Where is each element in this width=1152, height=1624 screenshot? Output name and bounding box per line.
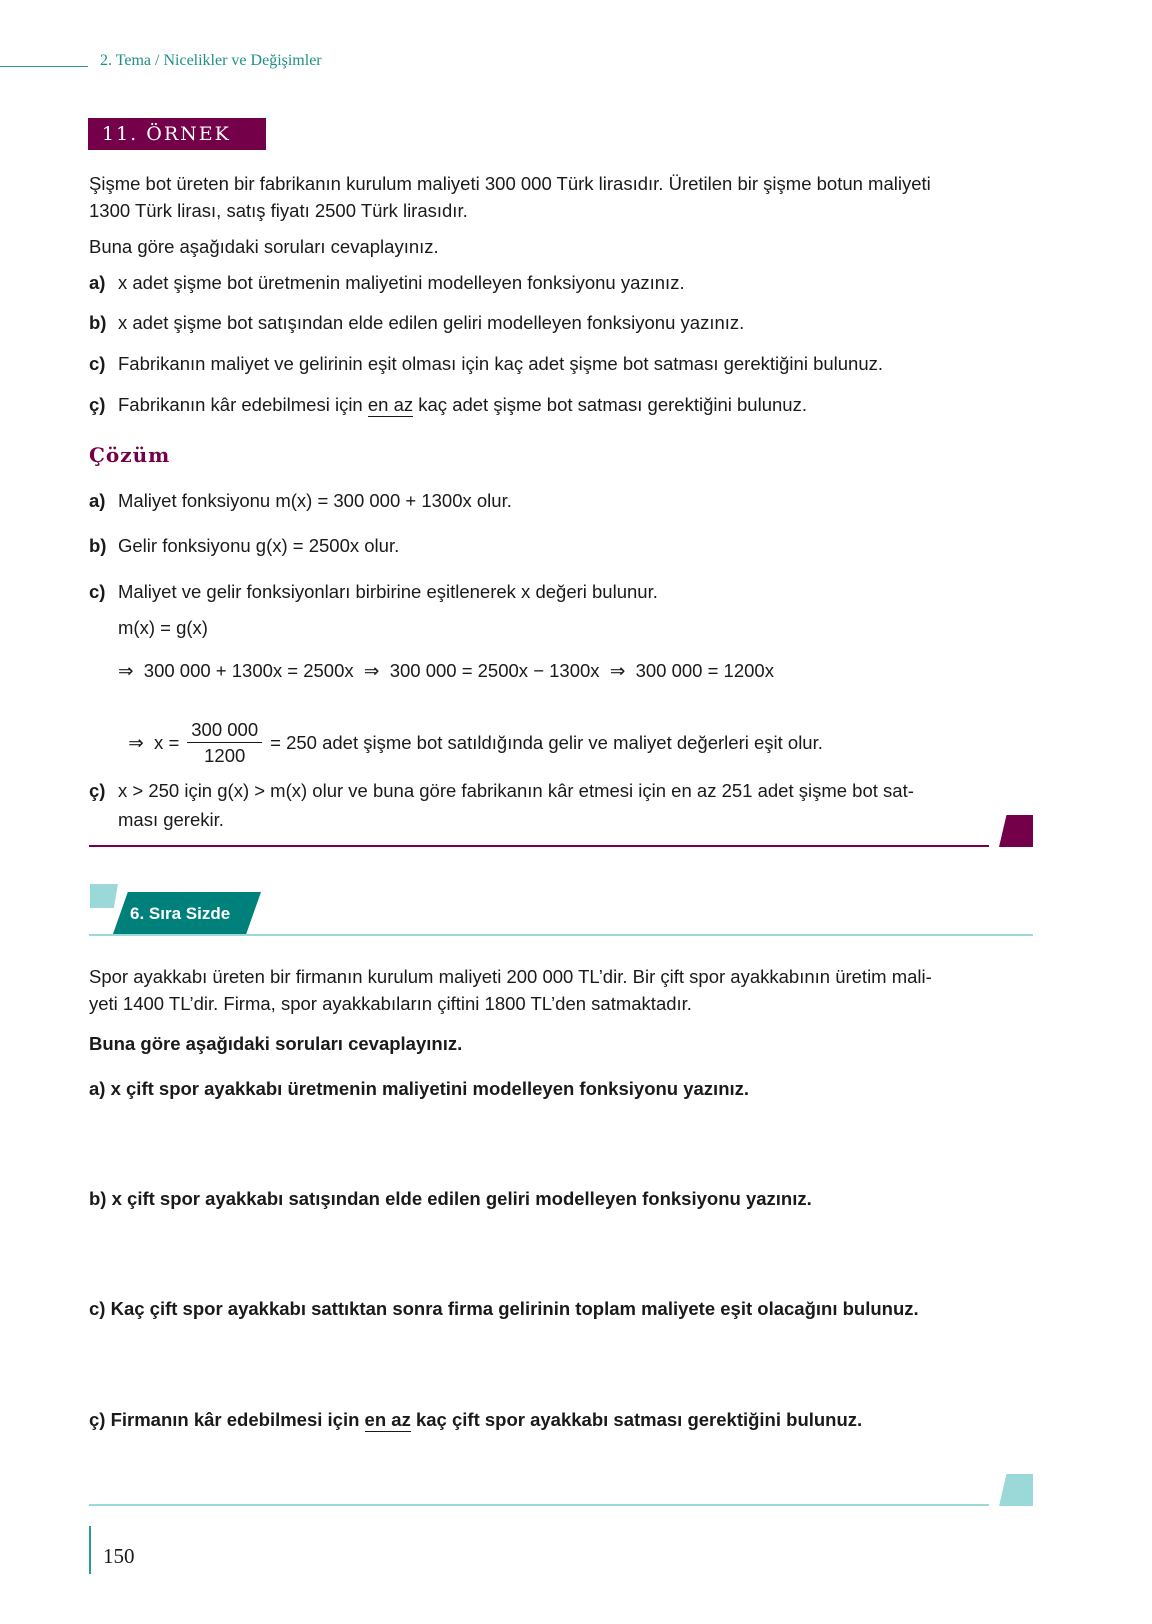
exercise-question-b: b) x çift spor ayakkabı satışından elde edilen geliri modelleyen fonksiyonu yazınız.	[89, 1188, 812, 1209]
example-end-rule	[89, 845, 989, 847]
question-label: ç)	[89, 394, 106, 415]
exercise-question-cc: ç) Firmanın kâr edebilmesi için en az kaç çift spor ayakkabı satması gerektiğini bulunuz.	[89, 1409, 863, 1430]
question-text: Fabrikanın maliyet ve gelirinin eşit olması için kaç adet şişme bot satması gerektiğini bulunuz.	[118, 353, 884, 374]
exercise-end-rule	[89, 1504, 989, 1506]
example-intro-line1: Şişme bot üreten bir fabrikanın kurulum maliyeti 300 000 Türk lirasıdır. Üretilen bir şişme botun maliyeti	[89, 173, 931, 194]
solution-title: Çözüm	[89, 443, 171, 467]
exercise-intro: Spor ayakkabı üreten bir firmanın kurulum maliyeti 200 000 TL’dir. Bir çift spor ayakkabının üretim mali- yeti 1400 TL’dir. Firma, spor ayakkabıların çiftini 1800 TL’den satmaktadır.	[89, 966, 932, 1014]
fraction: $\frac{300 000}{1200}$	[187, 719, 262, 767]
underlined-emphasis: en az	[367, 394, 414, 415]
equation-3: ⇒ x = $\frac{300 000}{1200}$ = 250 adet şişme bot satıldığında gelir ve maliyet değerleri eşit olur.	[128, 719, 823, 766]
equation-2: ⇒ 300 000 + 1300x = 2500x ⇒ 300 000 = 2500x − 1300x ⇒ 300 000 = 1200x	[118, 660, 774, 681]
question-text: x adet şişme bot satışından elde edilen geliri modelleyen fonksiyonu yazınız.	[118, 312, 745, 333]
equation-1: m(x) = g(x)	[118, 617, 208, 638]
example-prompt: Buna göre aşağıdaki soruları cevaplayınız.	[89, 236, 439, 257]
exercise-title: 6. Sıra Sizde	[130, 904, 231, 923]
question-label: a)	[89, 272, 106, 293]
example-intro-line2: 1300 Türk lirası, satış fiyatı 2500 Türk lirasıdır.	[89, 200, 468, 221]
solution-cc: ç) x > 250 için g(x) > m(x) olur ve buna göre fabrikanın kâr etmesi için en az 251 adet şişme bot sat- ması gerekir.	[89, 780, 914, 830]
exercise-question-c: c) Kaç çift spor ayakkabı sattıktan sonra firma gelirinin toplam maliyete eşit olacağını bulunuz.	[89, 1298, 919, 1319]
solution-a: a) Maliyet fonksiyonu m(x) = 300 000 + 1300x olur.	[89, 490, 512, 511]
exercise-prompt: Buna göre aşağıdaki soruları cevaplayınız.	[89, 1033, 463, 1054]
solution-b: b) Gelir fonksiyonu g(x) = 2500x olur.	[89, 535, 400, 556]
example-question-b	[89, 312, 744, 334]
page-number: 150	[103, 1544, 135, 1568]
solution-c: c) Maliyet ve gelir fonksiyonları birbirine eşitlenerek x değeri bulunur.	[89, 581, 658, 602]
exercise-accent	[90, 884, 118, 908]
exercise-end-marker	[999, 1474, 1033, 1506]
example-question-c	[89, 353, 883, 375]
question-label: c)	[89, 353, 106, 374]
underlined-emphasis: en az	[364, 1409, 411, 1430]
question-text: x adet şişme bot üretmenin maliyetini modelleyen fonksiyonu yazınız.	[118, 272, 685, 293]
question-text: Fabrikanın kâr edebilmesi için	[118, 394, 368, 415]
page-number-bar	[89, 1526, 91, 1574]
example-intro	[89, 170, 1049, 224]
example-question-cc: ç) Fabrikanın kâr edebilmesi için en az kaç adet şişme bot satması gerektiğini bulunuz.	[89, 394, 807, 415]
question-label: b)	[89, 312, 107, 333]
header-rule	[0, 66, 88, 67]
example-question-a	[89, 272, 685, 294]
exercise-rule	[89, 934, 1033, 936]
exercise-question-a: a) x çift spor ayakkabı üretmenin maliyetini modelleyen fonksiyonu yazınız.	[89, 1078, 750, 1099]
example-title-badge: 11. ÖRNEK	[88, 118, 266, 150]
breadcrumb: 2. Tema / Nicelikler ve Değişimler	[100, 52, 322, 69]
